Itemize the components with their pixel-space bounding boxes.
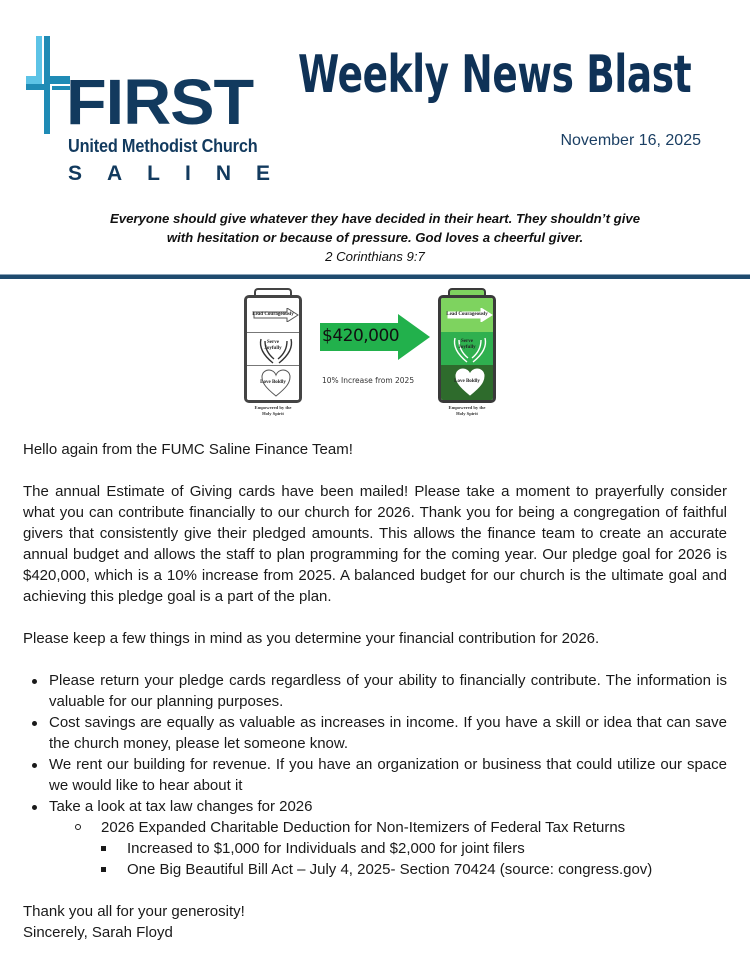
greeting: Hello again from the FUMC Saline Finance Team! [23,441,353,458]
sub-list-item [75,817,727,880]
battery-segment-love [247,365,299,403]
detail-item: Increased to $1,000 for Individuals and $2,000 for joint filers [101,838,727,859]
verse-reference: 2 Corinthians 9:7 [325,249,425,264]
church-logo [26,34,296,185]
battery-segment-lead [247,298,299,332]
signature: Sincerely, Sarah Floyd [23,924,173,941]
verse-line-2: with hesitation or because of pressure. God loves a cheerful giver. [166,230,584,245]
list-item: Cost savings are equally as valuable as increases in income. If you have a skill or idea that can save the church money, please let someone know. [23,712,727,754]
list-item: Please return your pledge cards regardless of your ability to financially contribute. The information is valuable for our planning purposes. [23,670,727,712]
sub-list-item-text: 2026 Expanded Charitable Deduction for Non-Itemizers of Federal Tax Returns [101,819,626,836]
newsletter-title: Weekly News Blast [298,45,692,105]
logo-location: SALINE [68,162,296,185]
battery-caption: Empowered by the Holy Spirit [254,405,292,416]
segment-label-serve-1: Serve [461,339,473,344]
segment-label-lead: Lead Courageously [446,312,488,317]
pledge-goal-graphic [244,288,504,420]
verse-line-1: Everyone should give whatever they have decided in their heart. They shouldn’t give [109,211,641,226]
segment-label-serve-1: Serve [267,340,279,345]
list-item-text: Take a look at tax law changes for 2026 [49,798,313,815]
goal-amount: $420,000 [322,326,400,346]
segment-label-lead: Lead Courageously [252,312,294,317]
considerations-list [23,670,727,880]
battery-segment-lead [441,298,493,332]
battery-after [438,288,496,416]
segment-label-love: Love Boldly [454,379,480,384]
newsletter-date: November 16, 2025 [560,132,701,149]
battery-segment-love [441,365,493,403]
newsletter-body [23,439,727,943]
segment-label-serve-2: Joyfully [458,345,476,350]
list-item [23,796,727,880]
battery-segment-serve [247,332,299,365]
logo-subtitle: United Methodist Church [68,135,258,156]
logo-wordmark: FIRST [66,66,254,138]
detail-item: One Big Beautiful Bill Act – July 4, 2025- Section 70424 (source: congress.gov) [101,859,727,880]
paragraph-keep-in-mind: Please keep a few things in mind as you determine your financial contribution for 2026. [23,630,600,647]
scripture-verse [0,209,750,266]
list-item: We rent our building for revenue. If you have an organization or business that could utilize our space we would like to hear about it [23,754,727,796]
battery-caption: Empowered by the Holy Spirit [448,405,486,416]
segment-label-love: Love Boldly [260,380,286,385]
segment-label-serve-2: Joyfully [264,346,282,351]
tax-sublist [49,817,727,880]
battery-before [244,288,302,416]
battery-segment-serve [441,332,493,365]
goal-note: 10% Increase from 2025 [322,376,415,385]
tax-details-list [101,838,727,880]
closing-thanks: Thank you all for your generosity! [23,903,245,920]
paragraph-pledge-cards: The annual Estimate of Giving cards have been mailed! Please take a moment to prayerfully consider what you can contribute financially to our church for 2026. Thank you for being a congregation of faithful givers that consistently give their pledged amounts. This allows the finance team to create an accurate annual budget and allows the staff to plan programming for the coming year. Our pledge goal for 2026 is $420,000, which is a 10% increase from 2025. A balanced budget for our church is the ultimate goal and achieving this pledge goal is a part of the plan. [23,483,727,605]
header-divider [0,274,750,279]
